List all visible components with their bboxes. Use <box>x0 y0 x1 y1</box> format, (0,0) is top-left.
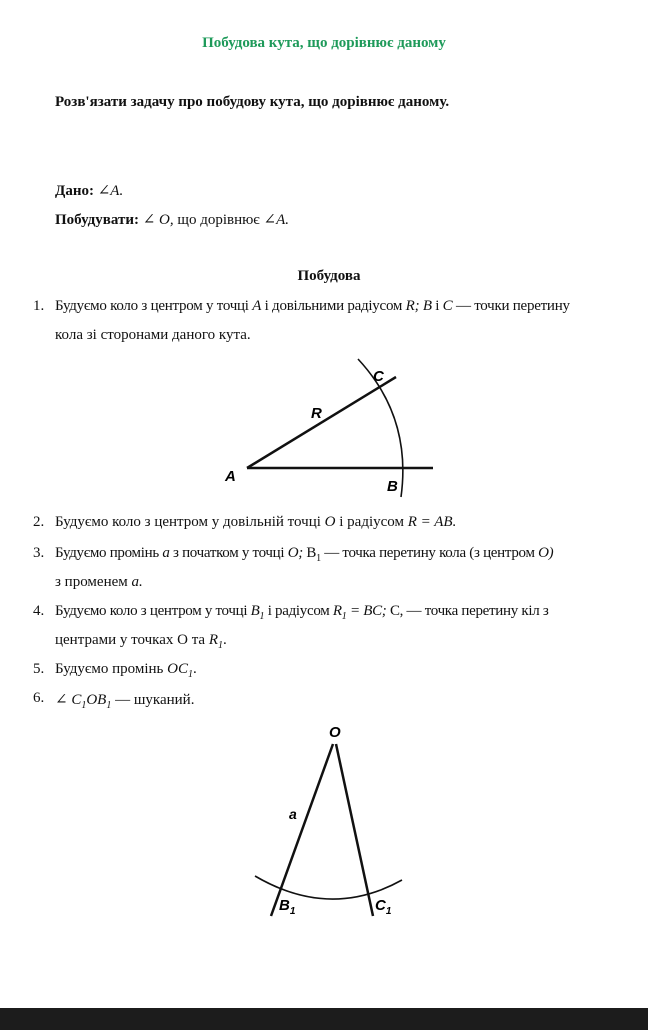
label-ray-a: a <box>289 806 297 822</box>
section-heading: Побудова <box>297 268 361 284</box>
step-3-part: з променем <box>55 574 128 590</box>
angle-symbol: ∠ <box>142 212 156 228</box>
step-3-part: — точка перетину кола (з центром <box>324 545 535 561</box>
step-4-number: 4. <box>33 603 45 619</box>
step-5-ray: $OC_1$ <box>167 661 193 680</box>
step-3-ray: a. <box>131 574 143 590</box>
task-statement: Розв'язати задачу про побудову кута, що дорівнює даному. <box>55 94 450 110</box>
angle-symbol-2: ∠ <box>263 212 277 228</box>
step-2-text <box>55 514 456 531</box>
ray-ob1 <box>271 744 333 916</box>
step-3-point-b1: $B_1$ <box>306 545 321 564</box>
step-4-point-b1: $B_1$ <box>250 603 265 622</box>
label-a: A <box>225 468 236 485</box>
step-1-part: Будуємо коло з центром у точці <box>55 298 249 314</box>
step-6-text <box>55 690 194 711</box>
step-1-part: — точки перетину <box>455 298 570 314</box>
step-2-part: і радіусом <box>339 514 404 530</box>
label-o: O <box>329 724 341 741</box>
ray-oc1 <box>336 744 373 916</box>
step-3-part: з початком у точці <box>173 545 285 561</box>
step-3-text-cont <box>55 574 143 591</box>
step-4-part: і радіусом <box>267 603 330 619</box>
ray-ac <box>247 377 396 468</box>
construct-angle: O, <box>159 212 174 228</box>
label-c: C <box>373 368 384 385</box>
construct-label: Побудувати: <box>55 212 139 228</box>
step-5-part: . <box>192 661 197 677</box>
step-3-point: O; <box>287 545 303 561</box>
step-1-number: 1. <box>33 298 45 314</box>
step-1-point: A <box>252 298 262 314</box>
step-3-number: 3. <box>33 545 45 561</box>
step-4-radius-r1: $R_1$ <box>208 632 224 651</box>
step-4-part: . <box>223 632 227 648</box>
step-4-radius: $R_1$ = BC; <box>332 603 387 622</box>
step-3-part: Будуємо промінь <box>55 545 159 561</box>
step-1-part: і <box>435 298 440 314</box>
construct-line <box>55 210 289 229</box>
step-2-number: 2. <box>33 514 45 530</box>
label-c1: $C_1$ <box>375 897 392 917</box>
step-4-part: центрами у точках О та <box>55 632 206 648</box>
construct-angle-2: A. <box>276 212 289 228</box>
label-b: B <box>387 478 398 495</box>
step-2-point: O <box>324 514 336 530</box>
figure-angle-o <box>245 718 410 923</box>
step-1-text <box>55 298 570 315</box>
step-4-text-cont <box>55 632 227 651</box>
step-3-text <box>55 545 553 564</box>
step-1-part: і довільними радіусом <box>264 298 403 314</box>
given-line <box>55 181 123 200</box>
step-4-text <box>55 603 549 622</box>
step-4-part: — точка перетину кіл з <box>406 603 549 619</box>
step-4-part: Будуємо коло з центром у точці <box>55 603 248 619</box>
step-6-angle: $C_1OB_1$ <box>71 692 112 711</box>
construct-mid: що дорівнює <box>177 212 260 228</box>
label-b1: $B_1$ <box>279 897 296 917</box>
step-5-text <box>55 661 197 680</box>
step-4-point: C, <box>389 603 404 619</box>
step-6-number: 6. <box>33 690 45 706</box>
given-label: Дано: <box>55 183 94 199</box>
step-2-part: Будуємо коло з центром у довільній точці <box>55 514 321 530</box>
label-r: R <box>311 405 322 422</box>
figure-angle-a <box>215 355 445 500</box>
step-1-point: C <box>442 298 453 314</box>
step-1-text-cont: кола зі сторонами даного кута. <box>55 327 251 343</box>
step-2-formula: R = AB. <box>407 514 457 530</box>
page-title: Побудова кута, що дорівнює даному <box>202 35 446 51</box>
step-6-part: — шуканий. <box>115 692 195 708</box>
step-5-number: 5. <box>33 661 45 677</box>
given-value: ∠A. <box>97 183 124 199</box>
step-1-radius: R; B <box>405 298 432 314</box>
angle-symbol: ∠ <box>55 692 68 708</box>
bottom-bar <box>0 1008 648 1030</box>
step-3-point: O) <box>538 545 554 561</box>
step-3-ray: a <box>162 545 170 561</box>
step-5-part: Будуємо промінь <box>55 661 164 677</box>
